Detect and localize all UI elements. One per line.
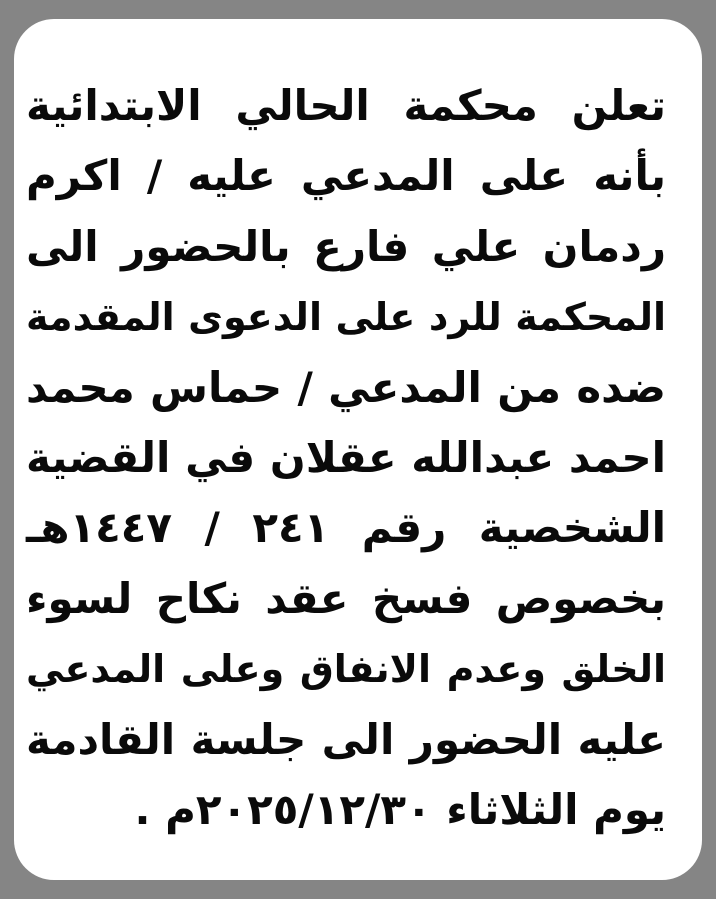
notice-line-11: يوم الثلاثاء ٢٠٢٥/١٢/٣٠م .: [134, 784, 666, 834]
notice-line-3: ردمان علي فارع بالحضور الى: [26, 221, 666, 271]
court-notice-text: [26, 71, 666, 845]
notice-line-9: الخلق وعدم الانفاق وعلى المدعي: [26, 647, 666, 692]
notice-line-5: ضده من المدعي / حماس محمد: [26, 362, 666, 412]
notice-line-8: بخصوص فسخ عقد نكاح لسوء: [26, 573, 666, 623]
notice-line-4: المحكمة للرد على الدعوى المقدمة: [26, 295, 666, 340]
notice-line-1: تعلن محكمة الحالي الابتدائية: [26, 81, 666, 130]
notice-card: [14, 19, 702, 880]
notice-line-2: بأنه على المدعي عليه / اكرم: [26, 151, 666, 201]
notice-line-6: احمد عبدالله عقلان في القضية: [26, 432, 666, 482]
notice-line-7: الشخصية رقم ٢٤١ / ١٤٤٧هـ: [26, 503, 666, 553]
notice-line-10: عليه الحضور الى جلسة القادمة: [26, 714, 666, 764]
